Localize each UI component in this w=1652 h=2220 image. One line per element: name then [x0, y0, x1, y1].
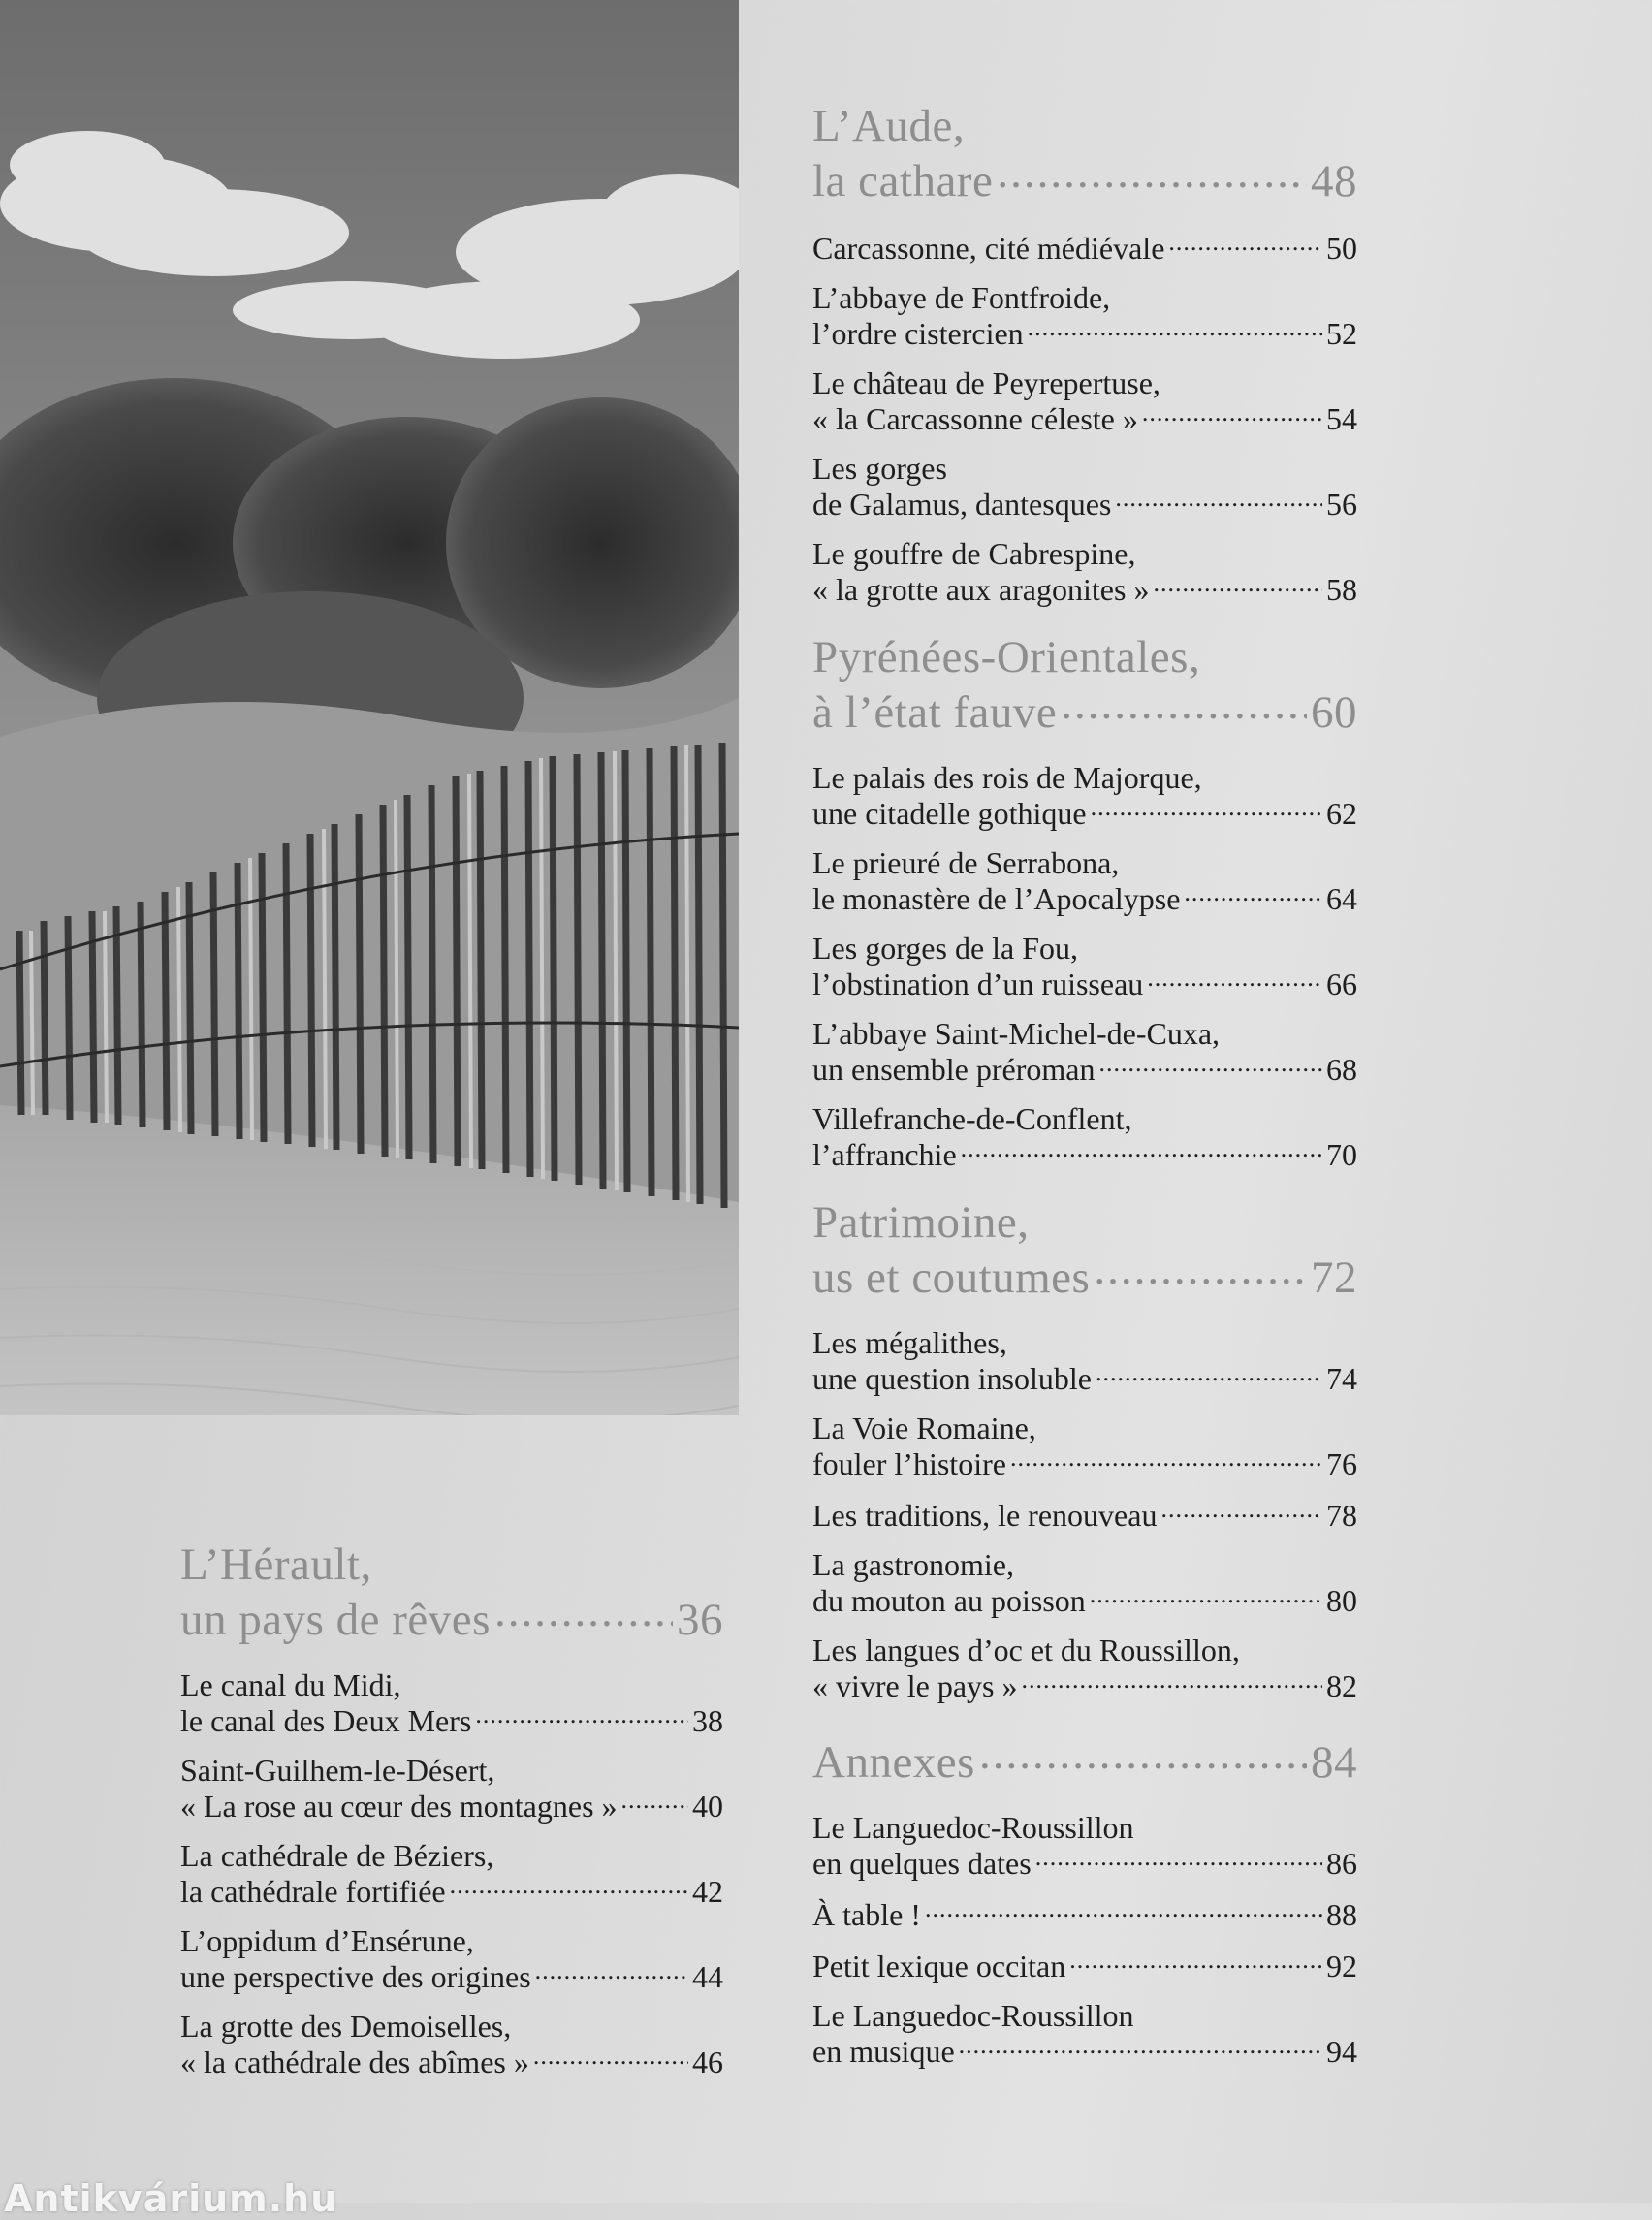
toc-entry-line2: [180, 1702, 723, 1738]
toc-entry-line2-text: le canal des Deux Mers: [180, 1703, 472, 1738]
toc-section: [812, 103, 1357, 607]
toc-entry-line2-page: 40: [692, 1789, 723, 1824]
toc-entry-line2-page: 76: [1326, 1446, 1357, 1481]
dot-leader: [1160, 1497, 1322, 1526]
toc-items: [180, 1668, 723, 2079]
toc-entry-line1: Le gouffre de Cabrespine,: [812, 536, 1136, 571]
toc-entry-line2-page: 86: [1326, 1846, 1357, 1881]
watermark: Antikvárium.hu: [4, 2177, 338, 2220]
toc-items: [812, 761, 1357, 1172]
section-title-line2-page: 60: [1311, 687, 1357, 738]
dot-leader: [621, 1788, 688, 1817]
dot-leader: [997, 149, 1307, 196]
toc-entry-line1: [812, 1497, 1357, 1533]
toc-section: [812, 634, 1357, 1172]
toc-entry-line1-page: 92: [1326, 1949, 1357, 1983]
toc-entry-line2-text: fouler l’histoire: [812, 1446, 1006, 1481]
toc-entry-line2: [812, 1360, 1357, 1396]
toc-entry-line2-text: en musique: [812, 2034, 955, 2069]
dot-leader: [475, 1702, 688, 1731]
section-title-line2-page: 84: [1311, 1737, 1357, 1788]
toc-entry-line2-page: 64: [1326, 881, 1357, 916]
toc-entry-line2-page: 54: [1326, 401, 1357, 436]
dot-leader: [1061, 681, 1307, 727]
toc-entry-line2: [812, 1051, 1357, 1087]
section-title-line2-text: la cathare: [812, 156, 994, 206]
section-title-line2-text: à l’état fauve: [812, 687, 1058, 738]
toc-entry-line1: [812, 1948, 1357, 1983]
toc-entry-line1: Villefranche-de-Conflent,: [812, 1101, 1132, 1136]
toc-entry-line1: L’oppidum d’Ensérune,: [180, 1923, 474, 1958]
toc-entry-line2: [812, 400, 1357, 436]
toc-entry: [812, 1497, 1357, 1533]
toc-entry: [180, 1668, 723, 1738]
toc-entry-line2: [180, 1788, 723, 1824]
toc-entry-line1: Le Languedoc-Roussillon: [812, 1998, 1134, 2033]
toc-entry-line1: Le canal du Midi,: [180, 1667, 401, 1702]
dot-leader: [1090, 1582, 1322, 1611]
toc-entry-line1-page: 88: [1326, 1897, 1357, 1932]
toc-entry-line1: Saint-Guilhem-le-Désert,: [180, 1753, 495, 1788]
toc-entry-line2-page: 70: [1326, 1137, 1357, 1172]
toc-entry: [180, 1754, 723, 1824]
toc-entry-line2: [812, 1136, 1357, 1172]
toc-entry-line1: La cathédrale de Béziers,: [180, 1838, 494, 1873]
toc-entry-line2-text: la cathédrale fortifiée: [180, 1874, 446, 1909]
section-title: [812, 1730, 1357, 1786]
dot-leader: [1069, 1948, 1322, 1977]
toc-entry: [812, 1999, 1357, 2069]
toc-entry-line1: Les langues d’oc et du Roussillon,: [812, 1633, 1240, 1667]
toc-entry: [180, 1924, 723, 1994]
toc-entry-line1: [812, 230, 1357, 266]
toc-entry-line2-page: 62: [1326, 796, 1357, 831]
dot-leader: [1153, 571, 1322, 600]
toc-entry-line2-text: un ensemble préroman: [812, 1052, 1096, 1087]
toc-entry-line1-page: 50: [1326, 231, 1357, 266]
section-title: [812, 103, 1357, 205]
toc-entry-line2-page: 58: [1326, 572, 1357, 607]
section-title-line2: [812, 681, 1357, 736]
toc-entry-line2-text: l’affranchie: [812, 1137, 957, 1172]
dot-leader: [1094, 1246, 1307, 1292]
toc-entry-line2-page: 82: [1326, 1668, 1357, 1703]
dot-leader: [959, 2033, 1322, 2062]
section-title-line2-page: 72: [1311, 1253, 1357, 1303]
toc-entry-line2-page: 52: [1326, 316, 1357, 351]
toc-entry: [812, 537, 1357, 607]
toc-entry-line2-text: une perspective des origines: [180, 1959, 531, 1994]
toc-entry-line2: [812, 795, 1357, 831]
section-title-line1: L’Aude,: [812, 101, 966, 151]
toc-entry-line2-text: du mouton au poisson: [812, 1583, 1086, 1618]
section-title-line2-page: 36: [677, 1595, 723, 1645]
toc-entry-line2: [180, 2044, 723, 2079]
toc-entry-line1: La Voie Romaine,: [812, 1411, 1036, 1445]
section-title-line2-text: un pays de rêves: [180, 1595, 491, 1645]
toc-entry-line2: [812, 571, 1357, 607]
toc-entry: [180, 1839, 723, 1909]
dot-leader: [1115, 486, 1322, 515]
toc-entry-line2: [812, 880, 1357, 916]
toc-right-column: [812, 103, 1357, 2084]
toc-entry: [812, 1102, 1357, 1172]
toc-entry-line1-text: Les traditions, le renouveau: [812, 1498, 1158, 1533]
toc-entry-line2-text: une question insoluble: [812, 1361, 1092, 1396]
toc-entry: [812, 1411, 1357, 1481]
dot-leader: [1010, 1445, 1322, 1475]
toc-entry: [812, 366, 1357, 436]
toc-items: [812, 1326, 1357, 1703]
dot-leader: [450, 1873, 688, 1902]
toc-entry-line2: [180, 1873, 723, 1909]
section-title: [812, 1199, 1357, 1301]
dot-leader: [961, 1136, 1322, 1165]
toc-entry-line2-text: une citadelle gothique: [812, 796, 1087, 831]
toc-entry-line2-text: « la Carcassonne céleste »: [812, 401, 1138, 436]
toc-entry-line2: [812, 1582, 1357, 1618]
dot-leader: [979, 1730, 1307, 1777]
toc-entry: [812, 1633, 1357, 1703]
toc-entry-line2-text: « La rose au cœur des montagnes »: [180, 1789, 618, 1824]
toc-entry: [812, 761, 1357, 831]
toc-entry: [812, 230, 1357, 266]
toc-entry-line2-page: 68: [1326, 1052, 1357, 1087]
dot-leader: [1098, 1051, 1322, 1080]
toc-entry-line2-text: en quelques dates: [812, 1846, 1032, 1881]
toc-entry-line2: [812, 315, 1357, 351]
toc-entry-line2-page: 42: [692, 1874, 723, 1909]
toc-entry-line2: [812, 1445, 1357, 1481]
dot-leader: [1184, 880, 1322, 909]
dot-leader: [1096, 1360, 1322, 1389]
toc-entry: [812, 932, 1357, 1001]
toc-entry-line1-text: Carcassonne, cité médiévale: [812, 231, 1165, 266]
dot-leader: [494, 1588, 673, 1634]
toc-entry-line2-text: l’ordre cistercien: [812, 316, 1024, 351]
toc-entry-line1-page: 78: [1326, 1498, 1357, 1533]
toc-entry: [180, 2010, 723, 2079]
toc-entry-line2-page: 44: [692, 1959, 723, 1994]
toc-entry-line1: L’abbaye de Fontfroide,: [812, 280, 1111, 315]
section-title: [180, 1541, 723, 1643]
toc-entry-line2: [812, 1667, 1357, 1703]
section-title-line2: [812, 1730, 1357, 1786]
toc-section: [812, 1199, 1357, 1703]
toc-entry-line2-text: « la cathédrale des abîmes »: [180, 2045, 529, 2079]
section-title: [812, 634, 1357, 736]
toc-entry-line2-text: le monastère de l’Apocalypse: [812, 881, 1181, 916]
toc-entry-line2: [812, 2033, 1357, 2069]
toc-entry-line2: [812, 486, 1357, 522]
toc-entry-line1: Le Languedoc-Roussillon: [812, 1810, 1134, 1845]
toc-entry-line2-page: 74: [1326, 1361, 1357, 1396]
toc-entry-line1-text: Petit lexique occitan: [812, 1949, 1066, 1983]
toc-entry-line2-page: 46: [692, 2045, 723, 2079]
toc-entry: [812, 846, 1357, 916]
section-title-line1: Patrimoine,: [812, 1197, 1030, 1248]
toc-entry-line1: Les mégalithes,: [812, 1325, 1007, 1360]
toc-entry-line1: Le château de Peyrepertuse,: [812, 365, 1160, 400]
toc-entry-line2-text: « la grotte aux aragonites »: [812, 572, 1150, 607]
dot-leader: [925, 1896, 1322, 1925]
section-title-line2: [812, 1246, 1357, 1301]
section-title-line2: [180, 1588, 723, 1643]
section-title-line2-page: 48: [1311, 156, 1357, 206]
toc-entry-line1: La gastronomie,: [812, 1547, 1014, 1582]
toc-entry-line2-page: 94: [1326, 2034, 1357, 2069]
toc-entry: [812, 1548, 1357, 1618]
dot-leader: [1147, 966, 1322, 995]
toc-entry-line2-page: 56: [1326, 487, 1357, 522]
toc-entry-line2-page: 66: [1326, 967, 1357, 1001]
toc-entry-line2-page: 38: [692, 1703, 723, 1738]
section-title-line1: L’Hérault,: [180, 1539, 372, 1590]
section-title-line2-text: us et coutumes: [812, 1253, 1091, 1303]
dot-leader: [1142, 400, 1322, 429]
toc-entry-line2-text: de Galamus, dantesques: [812, 487, 1112, 522]
toc-entry-line2: [180, 1958, 723, 1994]
toc-entry: [812, 452, 1357, 522]
toc-entry: [812, 1017, 1357, 1087]
dot-leader: [535, 1958, 688, 1987]
dot-leader: [1035, 1845, 1322, 1874]
toc-entry-line1: [812, 1896, 1357, 1932]
section-title-line2: [812, 149, 1357, 205]
dune-fence-photo: [0, 0, 739, 1415]
dot-leader: [1022, 1667, 1323, 1697]
toc-entry-line1: Les gorges de la Fou,: [812, 931, 1079, 966]
toc-entry-line2-text: l’obstination d’un ruisseau: [812, 967, 1144, 1001]
toc-section: [180, 1541, 723, 2079]
toc-entry-line2-text: « vivre le pays »: [812, 1668, 1018, 1703]
section-title-line2-text: Annexes: [812, 1737, 975, 1788]
dot-leader: [533, 2044, 688, 2073]
dot-leader: [1091, 795, 1322, 824]
toc-entry-line1: Le prieuré de Serrabona,: [812, 845, 1120, 880]
toc-entry: [812, 1948, 1357, 1983]
dot-leader: [1168, 230, 1322, 259]
toc-entry-line2-page: 80: [1326, 1583, 1357, 1618]
toc-section: [812, 1730, 1357, 2069]
toc-entry-line1: La grotte des Demoiselles,: [180, 2009, 512, 2044]
toc-entry-line2: [812, 1845, 1357, 1881]
toc-entry: [812, 281, 1357, 351]
toc-left-column: [180, 1541, 723, 2095]
toc-items: [812, 230, 1357, 607]
toc-entry-line1: Le palais des rois de Majorque,: [812, 760, 1202, 795]
toc-entry: [812, 1811, 1357, 1881]
toc-entry-line1: Les gorges: [812, 451, 947, 486]
toc-entry: [812, 1896, 1357, 1932]
toc-entry-line1: L’abbaye Saint-Michel-de-Cuxa,: [812, 1016, 1221, 1051]
toc-entry-line2: [812, 966, 1357, 1001]
toc-entry: [812, 1326, 1357, 1396]
dot-leader: [1028, 315, 1322, 344]
toc-items: [812, 1811, 1357, 2069]
section-title-line1: Pyrénées-Orientales,: [812, 632, 1201, 682]
toc-entry-line1-text: À table !: [812, 1897, 921, 1932]
